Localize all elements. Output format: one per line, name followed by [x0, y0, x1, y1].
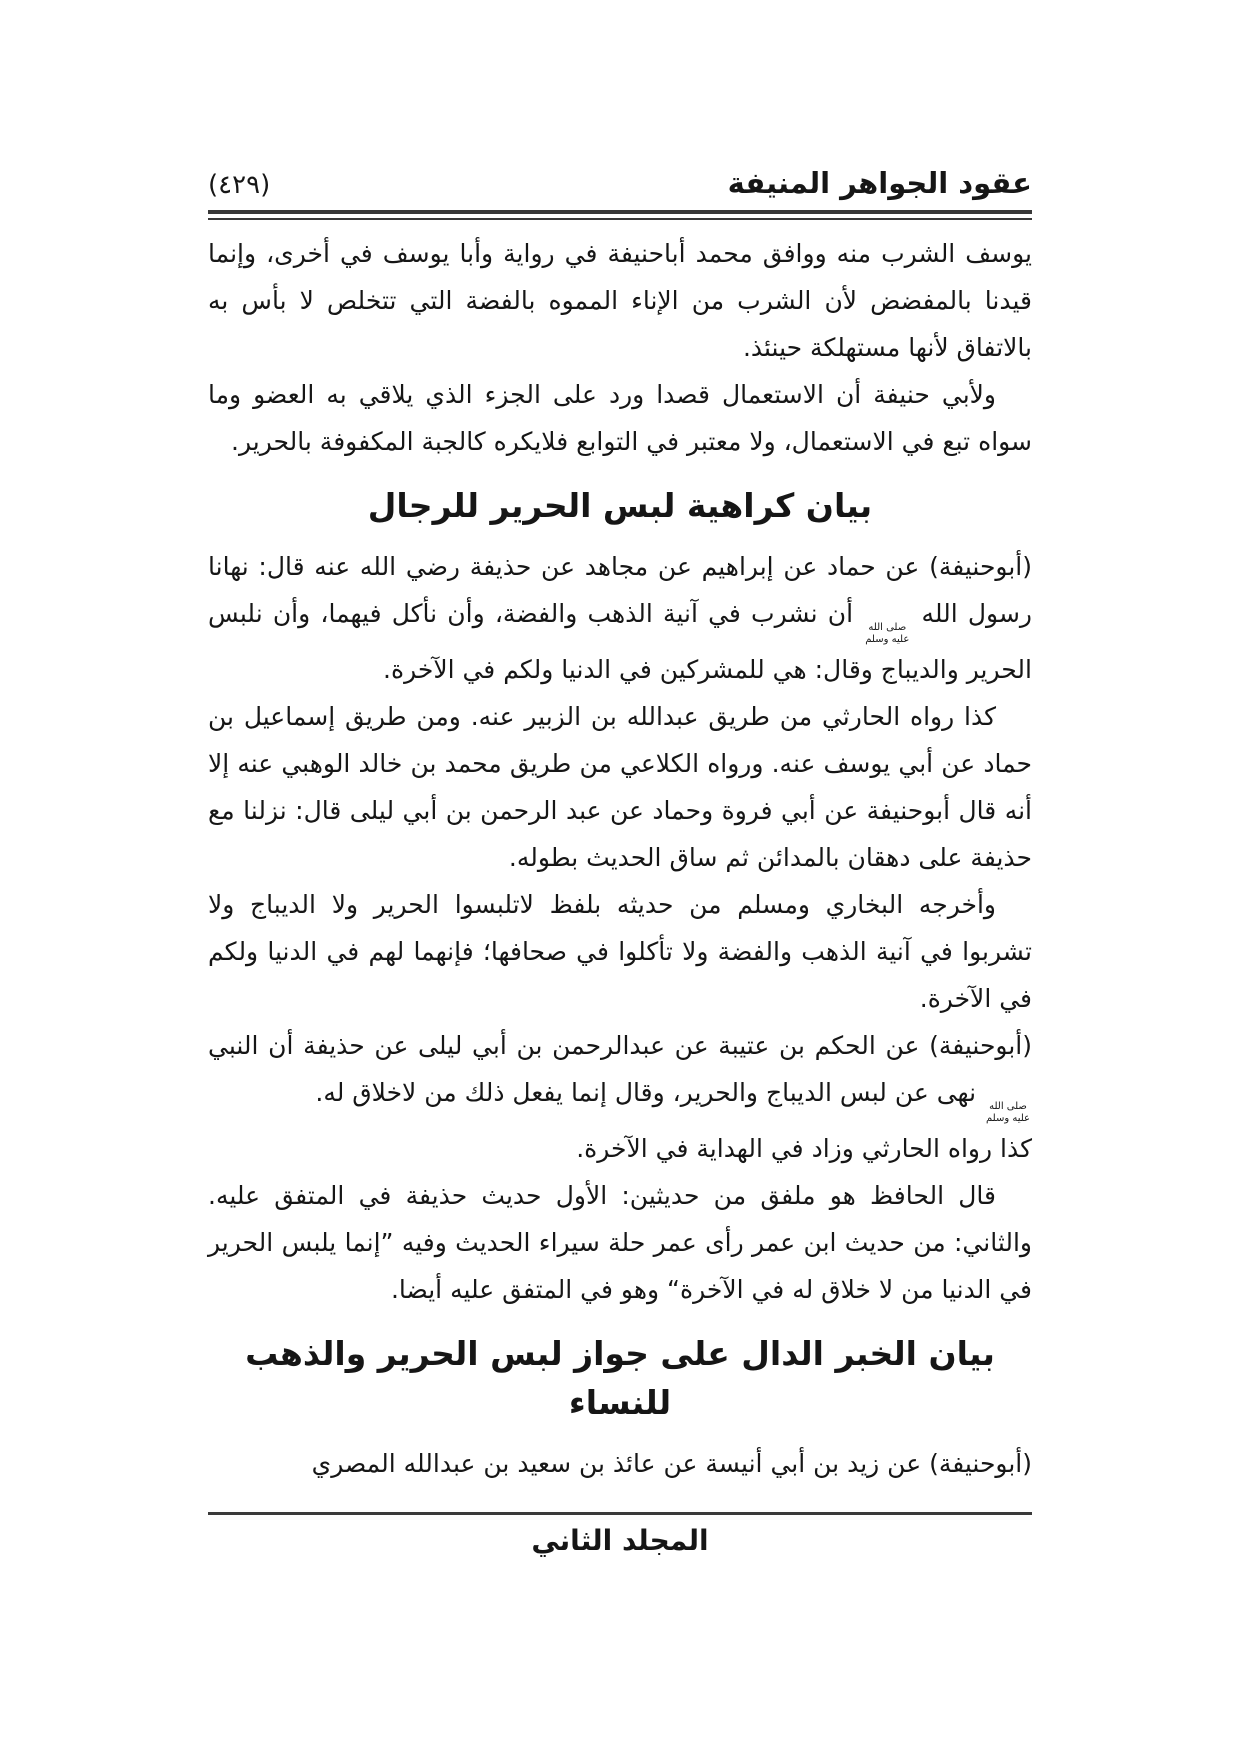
paragraph-8: قال الحافظ هو ملفق من حديثين: الأول حديث حذيفة في المتفق عليه. والثاني: من حديث ابن عمر رأى عمر حلة سيراء الحديث وفيه ”إنما يلبس الحرير في الدنيا من لا خلاق له في الآخرة“ وهو في المتفق عليه أيضا.: [208, 1180, 1032, 1304]
header-rule: [208, 210, 1032, 220]
page-content: [208, 0, 1032, 1487]
paragraph-4: كذا رواه الحارثي من طريق عبدالله بن الزبير عنه. ومن طريق إسماعيل بن حماد عن أبي يوسف عنه. ورواه الكلاعي من طريق محمد بن خالد الوهبي عنه إلا أنه قال أبوحنيفة عن أبي فروة وحماد عن عبد الرحمن بن أبي ليلى قال: نزلنا مع حذيفة على دهقان بالمدائن ثم ساق الحديث بطوله.: [208, 701, 1032, 872]
saw-line1: صلى الله: [868, 621, 907, 633]
section-heading-silk-gold-women: بيان الخبر الدال على جواز لبس الحرير والذهب للنساء: [245, 1333, 995, 1422]
paragraph-6-post: نهى عن لبس الديباج والحرير، وقال إنما يفعل ذلك من لاخلاق له.: [315, 1077, 984, 1107]
book-title: عقود الجواهر المنيفة: [727, 166, 1032, 200]
paragraph-3-post: أن نشرب في آنية الذهب والفضة، وأن نأكل فيهما، وأن نلبس الحرير والديباج وقال: هي للمشركين في الدنيا ولكم في الآخرة.: [208, 598, 1032, 684]
paragraph-6: [208, 1022, 1032, 1125]
saw-line2: عليه وسلم: [985, 1112, 1030, 1124]
paragraph-6-pre: (أبوحنيفة) عن الحكم بن عتيبة عن عبدالرحمن بن أبي ليلى عن حذيفة أن النبي: [208, 1030, 1032, 1060]
paragraph-7: كذا رواه الحارثي وزاد في الهداية في الآخرة.: [576, 1133, 1032, 1163]
page-number: (٤٢٩): [208, 170, 271, 200]
paragraph-2: ولأبي حنيفة أن الاستعمال قصدا ورد على الجزء الذي يلاقي به العضو وما سواه تبع في الاستعمال، ولا معتبر في التوابع فلايكره كالجبة المكفوفة بالحرير.: [208, 380, 1032, 456]
page-header: [208, 166, 1032, 200]
body-text: [208, 230, 1032, 1487]
paragraph-9: (أبوحنيفة) عن زيد بن أبي أنيسة عن عائذ بن سعيد بن عبدالله المصري: [311, 1448, 1032, 1478]
section-heading-silk-men: بيان كراهية لبس الحرير للرجال: [367, 486, 873, 525]
saw-line2: عليه وسلم: [865, 633, 910, 645]
paragraph-1: يوسف الشرب منه ووافق محمد أباحنيفة في رواية وأبا يوسف في أخرى، وإنما قيدنا بالمفضض لأن الشرب من الإناء المموه بالفضة التي تتخلص لا بأس به بالاتفاق لأنها مستهلكة حينئذ.: [208, 239, 1032, 362]
footer-volume-label: المجلد الثاني: [531, 1524, 709, 1557]
footer-rule: [208, 1512, 1032, 1515]
paragraph-3: [208, 543, 1032, 693]
paragraph-3-pre: (أبوحنيفة) عن حماد عن إبراهيم عن مجاهد عن حذيفة رضي الله عنه قال: نهانا رسول الله: [208, 551, 1032, 628]
saw-ligature: [986, 1101, 1030, 1125]
saw-ligature: [865, 622, 909, 646]
paragraph-5: وأخرجه البخاري ومسلم من حديثه بلفظ لاتلبسوا الحرير ولا الديباج ولا تشربوا في آنية الذهب والفضة ولا تأكلوا في صحافها؛ فإنهما لهم في الدنيا ولكم في الآخرة.: [208, 889, 1032, 1013]
saw-line1: صلى الله: [989, 1100, 1027, 1112]
